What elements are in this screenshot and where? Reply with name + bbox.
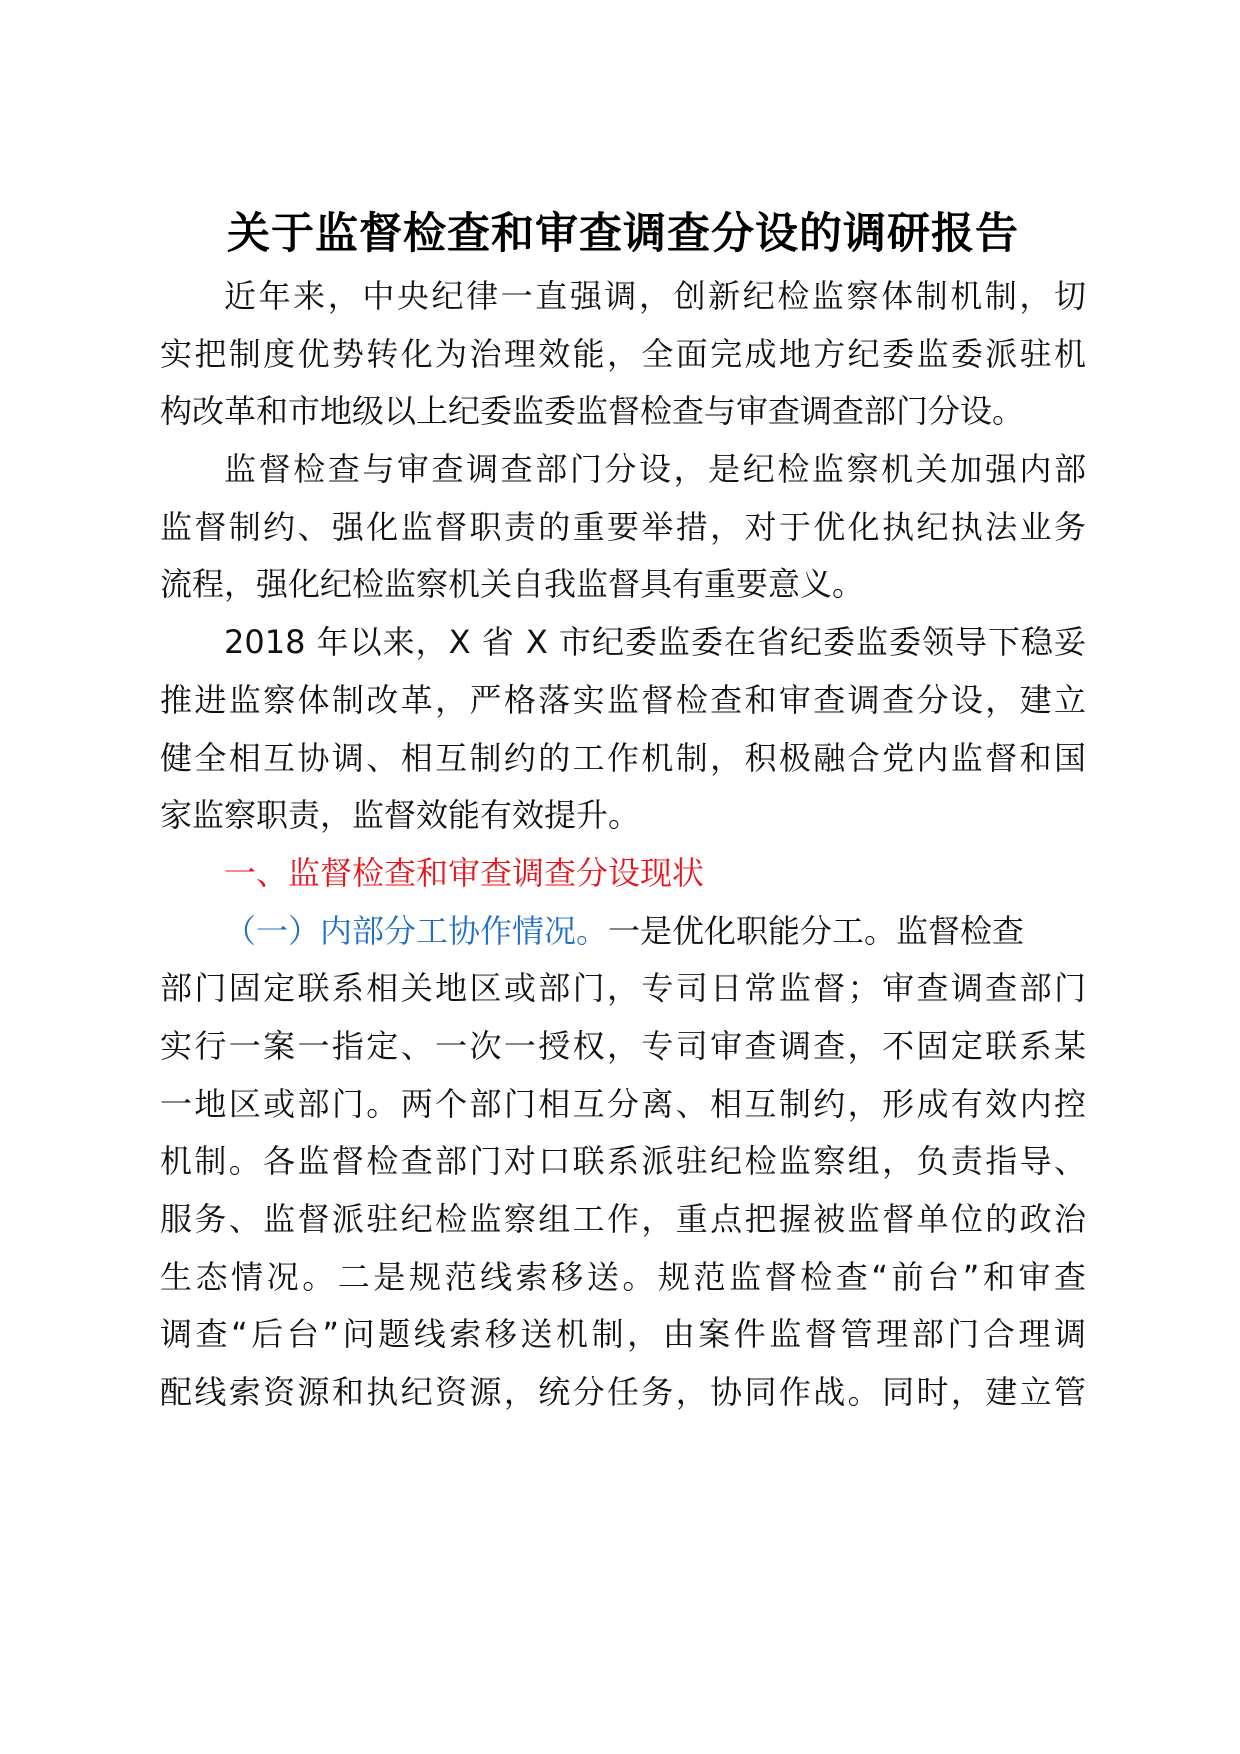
paragraph-line: 配线索资源和执纪资源，统分任务，协同作战。同时，建立管 bbox=[160, 1373, 1086, 1411]
paragraph-line: 机制。各监督检查部门对口联系派驻纪检监察组，负责指导、 bbox=[160, 1142, 1086, 1180]
paragraph-line: 服务、监督派驻纪检监察组工作，重点把握被监督单位的政治 bbox=[160, 1200, 1086, 1238]
subsection-line bbox=[224, 911, 1086, 951]
document-title: 关于监督检查和审查调查分设的调研报告 bbox=[227, 209, 1019, 259]
paragraph-line: 流程，强化纪检监察机关自我监督具有重要意义。 bbox=[160, 565, 865, 603]
paragraph-line: 部门固定联系相关地区或部门，专司日常监督；审查调查部门 bbox=[160, 969, 1086, 1007]
paragraph-line: 实行一案一指定、一次一授权，专司审查调查，不固定联系某 bbox=[160, 1027, 1086, 1065]
paragraph-line: 家监察职责，监督效能有效提升。 bbox=[160, 796, 641, 834]
paragraph-line: 近年来，中央纪律一直强调，创新纪检监察体制机制，切 bbox=[224, 277, 1086, 315]
paragraph-line: 调查“后台”问题线索移送机制，由案件监督管理部门合理调 bbox=[160, 1315, 1086, 1353]
paragraph-line: 推进监察体制改革，严格落实监督检查和审查调查分设，建立 bbox=[160, 681, 1086, 719]
paragraph-line: 监督检查与审查调查部门分设，是纪检监察机关加强内部 bbox=[224, 450, 1086, 488]
paragraph-line: 实把制度优势转化为治理效能，全面完成地方纪委监委派驻机 bbox=[160, 335, 1086, 373]
paragraph-line: 监督制约、强化监督职责的重要举措，对于优化执纪执法业务 bbox=[160, 508, 1086, 546]
paragraph-line: 生态情况。二是规范线索移送。规范监督检查“前台”和审查 bbox=[160, 1258, 1086, 1296]
paragraph-line: 一地区或部门。两个部门相互分离、相互制约，形成有效内控 bbox=[160, 1085, 1086, 1123]
subsection-heading: （一）内部分工协作情况。 bbox=[224, 912, 609, 950]
subsection-text: 一是优化职能分工。监督检查 bbox=[608, 912, 1025, 950]
paragraph-line: 构改革和市地级以上纪委监委监督检查与审查调查部门分设。 bbox=[160, 392, 1025, 430]
section-heading: 一、监督检查和审查调查分设现状 bbox=[224, 854, 705, 892]
paragraph-line: 健全相互协调、相互制约的工作机制，积极融合党内监督和国 bbox=[160, 739, 1086, 777]
paragraph-line: 2018 年以来，X 省 X 市纪委监委在省纪委监委领导下稳妥 bbox=[224, 623, 1086, 661]
